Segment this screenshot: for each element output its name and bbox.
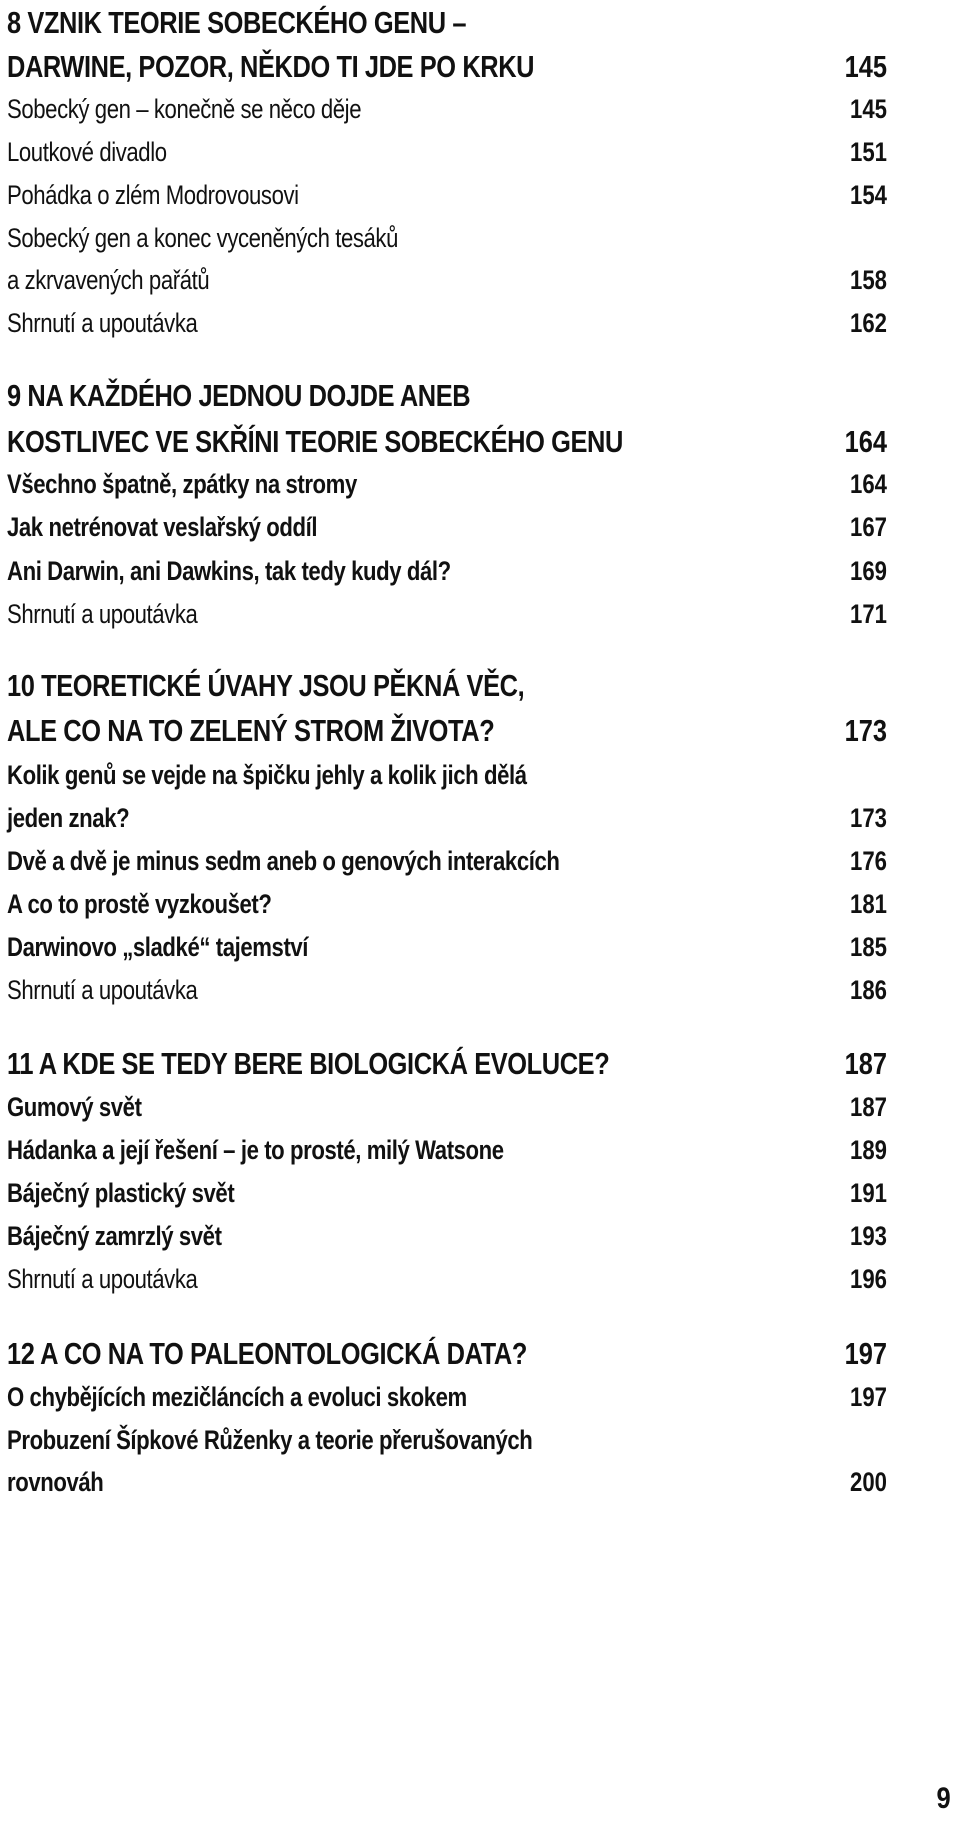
toc-entry-text: Ani Darwin, ani Dawkins, tak tedy kudy dál? (7, 555, 451, 586)
toc-entry-text: Báječný zamrzlý svět (7, 1220, 222, 1251)
toc-page-number: 164 (844, 424, 887, 459)
toc-entry (7, 754, 887, 796)
toc-entry (7, 506, 887, 548)
toc-heading-text: 11 A KDE SE TEDY BERE BIOLOGICKÁ EVOLUCE? (7, 1046, 610, 1081)
toc-entry-text: Shrnutí a upoutávka (7, 1263, 198, 1294)
toc-page-number: 162 (850, 307, 887, 338)
toc-heading-line (7, 710, 887, 752)
page-folio-number: 9 (936, 1782, 951, 1815)
toc-page-number: 181 (850, 888, 887, 919)
toc-entry-text: Darwinovo „sladké“ tajemství (7, 931, 309, 962)
toc-page-number: 189 (850, 1134, 887, 1165)
toc-entry-text: Dvě a dvě je minus sedm aneb o genových interakcích (7, 845, 560, 876)
toc-entry-text: Gumový svět (7, 1091, 142, 1122)
toc-entry-text: rovnováh (7, 1466, 104, 1497)
toc-entry-text: Jak netrénovat veslařský oddíl (7, 511, 318, 542)
toc-heading-line (7, 375, 887, 417)
toc-heading-text: DARWINE, POZOR, NĚKDO TI JDE PO KRKU (7, 49, 535, 84)
toc-entry (7, 217, 887, 259)
toc-entry (7, 593, 887, 635)
toc-page-number: 176 (850, 845, 887, 876)
toc-entry (7, 1419, 887, 1461)
toc-entry-text: Shrnutí a upoutávka (7, 974, 198, 1005)
toc-heading-line (7, 1043, 887, 1085)
toc-page-number: 197 (850, 1381, 887, 1412)
toc-entry-text: Sobecký gen a konec vyceněných tesáků (7, 222, 398, 253)
toc-entry-text: A co to prostě vyzkoušet? (7, 888, 272, 919)
toc-page-number: 145 (844, 49, 887, 84)
toc-page-number: 187 (844, 1046, 887, 1081)
toc-entry-text: Probuzení Šípkové Růženky a teorie přerušovaných (7, 1424, 533, 1455)
toc-entry (7, 797, 887, 839)
toc-entry (7, 463, 887, 505)
toc-page-number: 197 (844, 1336, 887, 1371)
toc-entry (7, 131, 887, 173)
toc-entry (7, 88, 887, 130)
toc-heading-text: ALE CO NA TO ZELENÝ STROM ŽIVOTA? (7, 713, 495, 748)
toc-heading-line (7, 665, 887, 707)
toc-entry (7, 174, 887, 216)
toc-page-number: 145 (850, 93, 887, 124)
toc-page-number: 193 (850, 1220, 887, 1251)
toc-entry-text: Shrnutí a upoutávka (7, 598, 198, 629)
toc-entry-text: jeden znak? (7, 802, 130, 833)
toc-entry-text: O chybějících mezičláncích a evoluci skokem (7, 1381, 467, 1412)
toc-heading-text: 12 A CO NA TO PALEONTOLOGICKÁ DATA? (7, 1336, 527, 1371)
toc-entry (7, 259, 887, 301)
toc-entry-text: a zkrvavených pařátů (7, 264, 210, 295)
toc-entry (7, 840, 887, 882)
toc-entry-text: Báječný plastický svět (7, 1177, 235, 1208)
toc-heading-text: KOSTLIVEC VE SKŘÍNI TEORIE SOBECKÉHO GENU (7, 424, 623, 459)
toc-page-number: 200 (850, 1466, 887, 1497)
toc-page-number: 154 (850, 179, 887, 210)
toc-page-number: 171 (850, 598, 887, 629)
toc-page-number: 196 (850, 1263, 887, 1294)
toc-entry (7, 302, 887, 344)
toc-page-number: 167 (850, 511, 887, 542)
toc-page-number: 187 (850, 1091, 887, 1122)
toc-entry-text: Hádanka a její řešení – je to prosté, milý Watsone (7, 1134, 504, 1165)
toc-entry (7, 1258, 887, 1300)
toc-entry (7, 1461, 887, 1503)
toc-entry (7, 926, 887, 968)
toc-entry (7, 1086, 887, 1128)
toc-page-number: 151 (850, 136, 887, 167)
toc-entry-text: Sobecký gen – konečně se něco děje (7, 93, 362, 124)
toc-page-number: 173 (844, 713, 887, 748)
toc-heading-text: 8 VZNIK TEORIE SOBECKÉHO GENU – (7, 5, 467, 40)
toc-page-number: 185 (850, 931, 887, 962)
toc-entry (7, 1172, 887, 1214)
toc-entry (7, 883, 887, 925)
toc-heading-text: 9 NA KAŽDÉHO JEDNOU DOJDE ANEB (7, 378, 471, 413)
toc-entry (7, 550, 887, 592)
toc-heading-text: 10 TEORETICKÉ ÚVAHY JSOU PĚKNÁ VĚC, (7, 668, 525, 703)
toc-page-number: 173 (850, 802, 887, 833)
toc-heading-line (7, 2, 887, 44)
toc-entry (7, 1129, 887, 1171)
toc-entry-text: Pohádka o zlém Modrovousovi (7, 179, 299, 210)
toc-page-number: 169 (850, 555, 887, 586)
toc-entry (7, 1376, 887, 1418)
toc-entry (7, 969, 887, 1011)
toc-entry-text: Shrnutí a upoutávka (7, 307, 198, 338)
toc-entry-text: Loutkové divadlo (7, 136, 167, 167)
toc-page-number: 164 (850, 468, 887, 499)
toc-page-number: 191 (850, 1177, 887, 1208)
toc-page-number: 158 (850, 264, 887, 295)
toc-heading-line (7, 421, 887, 463)
toc-heading-line (7, 1333, 887, 1375)
toc-heading-line (7, 46, 887, 88)
toc-entry-text: Kolik genů se vejde na špičku jehly a kolik jich dělá (7, 759, 527, 790)
toc-entry (7, 1215, 887, 1257)
toc-entry-text: Všechno špatně, zpátky na stromy (7, 468, 357, 499)
toc-page-number: 186 (850, 974, 887, 1005)
